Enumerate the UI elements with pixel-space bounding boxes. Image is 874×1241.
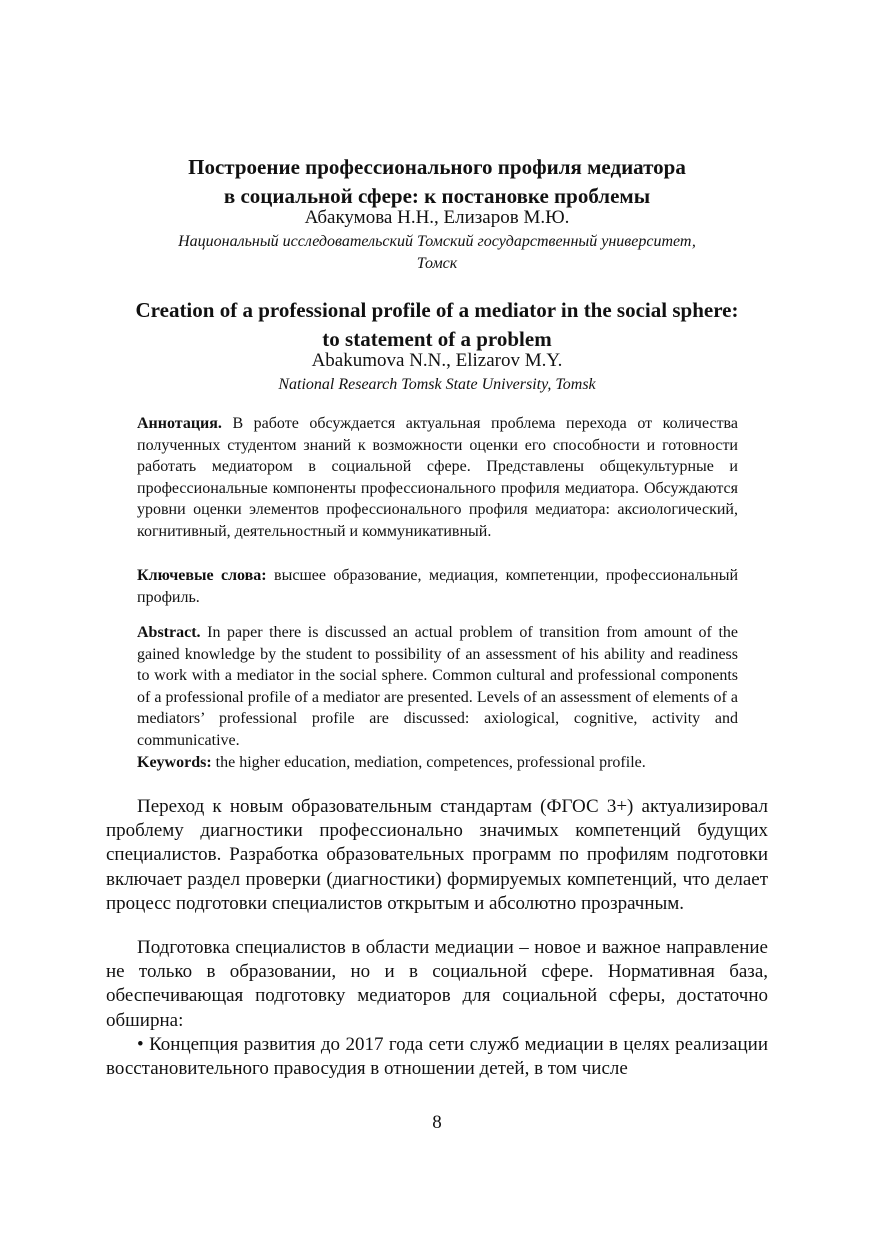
keywords-ru-text: высшее образование, медиация, компетенции, профессиональный профиль.: [137, 567, 739, 606]
body-paragraph-1: [106, 795, 768, 916]
abstract-russian: [137, 413, 738, 542]
title-en-line-2: to statement of a problem: [322, 327, 552, 351]
affiliation-english: National Research Tomsk State University, Tomsk: [278, 376, 596, 393]
abstract-ru-text: В работе обсуждается актуальная проблема перехода от количества полученных студентом знаний к возможности оценки его способности и готовности работать медиатором в социальной сфере. Представлены общекультурные и профессиональные компоненты профессионального профиля медиатора. Обсуждаются уровни оценки элементов профессионального профиля медиатора: аксиологический, когнитивный, деятельностный и коммуникативный.: [137, 415, 739, 540]
title-english: [96, 296, 778, 354]
authors-russian: Абакумова Н.Н., Елизаров М.Ю.: [304, 207, 570, 228]
authors-english: Abakumova N.N., Elizarov M.Y.: [311, 350, 563, 371]
bullet-item-1-text: Концепция развития до 2017 года сети служб медиации в целях реализации восстановительного правосудия в отношении детей, в том числе: [106, 1034, 768, 1080]
page-number: 8: [432, 1112, 442, 1133]
abstract-en-text: In paper there is discussed an actual problem of transition from amount of the gained knowledge by the student to possibility of an assessment of his ability and readiness to work with a mediator in the social sphere. Common cultural and professional components of a professional profile of a mediator are presented. Levels of an assessment of elements of a mediators’ professional profile are discussed: axiological, cognitive, activity and communicative.: [137, 624, 739, 749]
body-paragraph-2-text: Подготовка специалистов в области медиации – новое и важное направление не только в образовании, но и в социальной сфере. Нормативная база, обеспечивающая подготовку медиаторов для социальной сферы, достаточно обширна:: [106, 937, 768, 1031]
affiliation-ru-line-1: Национальный исследовательский Томский государственный университет,: [178, 233, 696, 250]
abstract-ru-label: Аннотация.: [137, 415, 222, 432]
abstract-english: [137, 622, 738, 751]
keywords-russian: [137, 565, 738, 608]
affiliation-russian: [106, 231, 768, 275]
title-en-line-1: Creation of a professional profile of a mediator in the social sphere:: [135, 298, 739, 322]
title-russian: [106, 153, 768, 211]
keywords-ru-label: Ключевые слова:: [137, 567, 267, 584]
bullet-icon: •: [137, 1034, 144, 1055]
keywords-en-text: the higher education, mediation, competences, professional profile.: [215, 754, 646, 771]
bullet-item-1: [106, 1033, 768, 1081]
body-paragraph-2: [106, 936, 768, 1033]
affiliation-ru-line-2: Томск: [416, 255, 458, 272]
title-ru-line-1: Построение профессионального профиля медиатора: [188, 155, 686, 179]
abstract-en-label: Abstract.: [137, 624, 201, 641]
title-ru-line-2: в социальной сфере: к постановке проблемы: [223, 184, 651, 208]
keywords-en-label: Keywords:: [137, 754, 212, 771]
keywords-english: [137, 752, 738, 774]
body-paragraph-1-text: Переход к новым образовательным стандартам (ФГОС 3+) актуализировал проблему диагностики профессионально значимых компетенций будущих специалистов. Разработка образовательных программ по профилям подготовки включает раздел проверки (диагностики) формируемых компетенций, что делает процесс подготовки специалистов открытым и абсолютно прозрачным.: [106, 796, 768, 914]
